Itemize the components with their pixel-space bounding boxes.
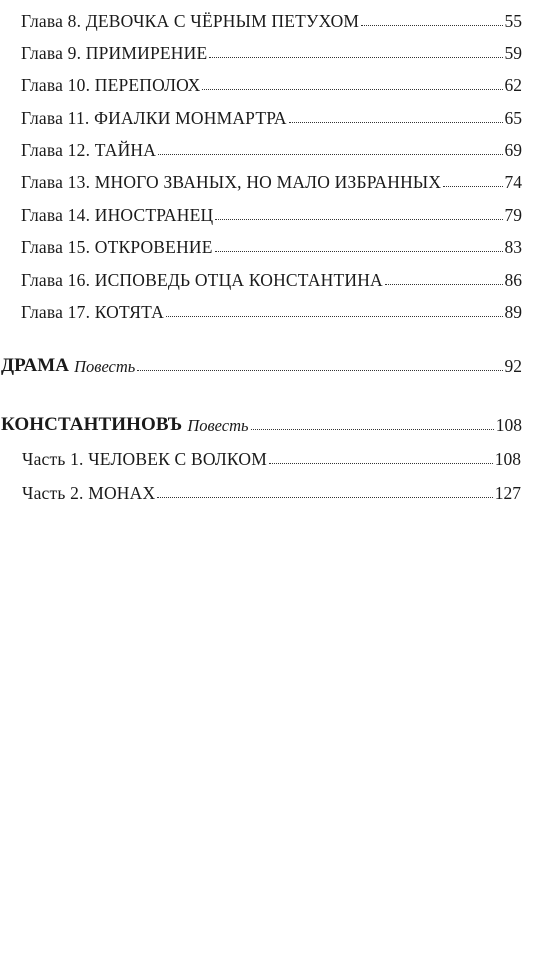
entry-page: 89 [504,301,522,322]
toc-entry-chapter-16 [21,261,522,289]
dot-leader [215,251,503,252]
entry-title: Глава 8. ДЕВОЧКА С ЧЁРНЫМ ПЕТУХОМ [21,10,360,31]
entry-page: 127 [494,482,521,503]
entry-page: 83 [504,236,522,257]
dot-leader [215,219,502,220]
dot-leader [157,497,492,498]
toc-entry-chapter-9 [21,34,522,62]
dot-leader [166,316,503,317]
dot-leader [202,89,502,90]
entry-title: Глава 15. ОТКРОВЕНИЕ [21,236,213,257]
toc-entry-chapter-15 [21,228,522,256]
entry-page: 92 [504,355,522,376]
dot-leader [361,25,502,26]
entry-title: Глава 17. КОТЯТА [21,301,164,322]
dot-leader [137,370,502,371]
toc-entry-chapter-13 [21,163,522,191]
entry-title: Глава 10. ПЕРЕПОЛОХ [21,74,201,95]
entry-title: Глава 16. ИСПОВЕДЬ ОТЦА КОНСТАНТИНА [21,269,383,290]
dot-leader [385,284,503,285]
dot-leader [443,186,502,187]
entry-page: 55 [504,10,522,31]
entry-page: 108 [495,414,522,435]
entry-title: КОНСТАНТИНОВЪ [1,414,183,435]
toc-entry-chapter-10 [21,66,522,94]
toc-entry-konstantinov [1,406,522,434]
entry-title: Глава 14. ИНОСТРАНЕЦ [21,204,214,225]
toc-entry-chapter-12 [21,131,522,159]
dot-leader [209,57,502,58]
entry-page: 108 [494,448,521,469]
toc-entry-part-2 [22,474,521,502]
toc-entry-part-1 [22,440,521,468]
entry-title: Глава 9. ПРИМИРЕНИЕ [21,42,208,63]
entry-page: 86 [504,269,522,290]
entry-title: Часть 1. ЧЕЛОВЕК С ВОЛКОМ [22,448,267,469]
toc-entry-chapter-14 [21,196,522,224]
dot-leader [158,154,502,155]
toc-entry-chapter-8 [21,2,522,30]
entry-page: 74 [504,171,522,192]
toc-entry-drama [1,347,522,375]
dot-leader [269,463,493,464]
entry-page: 69 [504,139,522,160]
entry-page: 59 [504,42,522,63]
toc-entry-chapter-17 [21,293,522,321]
entry-title: Глава 12. ТАЙНА [21,139,157,160]
entry-subtitle: Повесть [187,415,249,435]
entry-page: 62 [504,74,522,95]
entry-page: 79 [504,204,522,225]
entry-title: Глава 13. МНОГО ЗВАНЫХ, НО МАЛО ИЗБРАННЫХ [21,171,442,192]
entry-page: 65 [504,107,522,128]
entry-subtitle: Повесть [74,356,136,376]
entry-title: Часть 2. МОНАХ [22,482,156,503]
entry-title: Глава 11. ФИАЛКИ МОНМАРТРА [21,107,287,128]
dot-leader [289,122,503,123]
toc-entry-chapter-11 [21,99,522,127]
entry-title: ДРАМА [1,355,70,376]
dot-leader [251,429,494,430]
